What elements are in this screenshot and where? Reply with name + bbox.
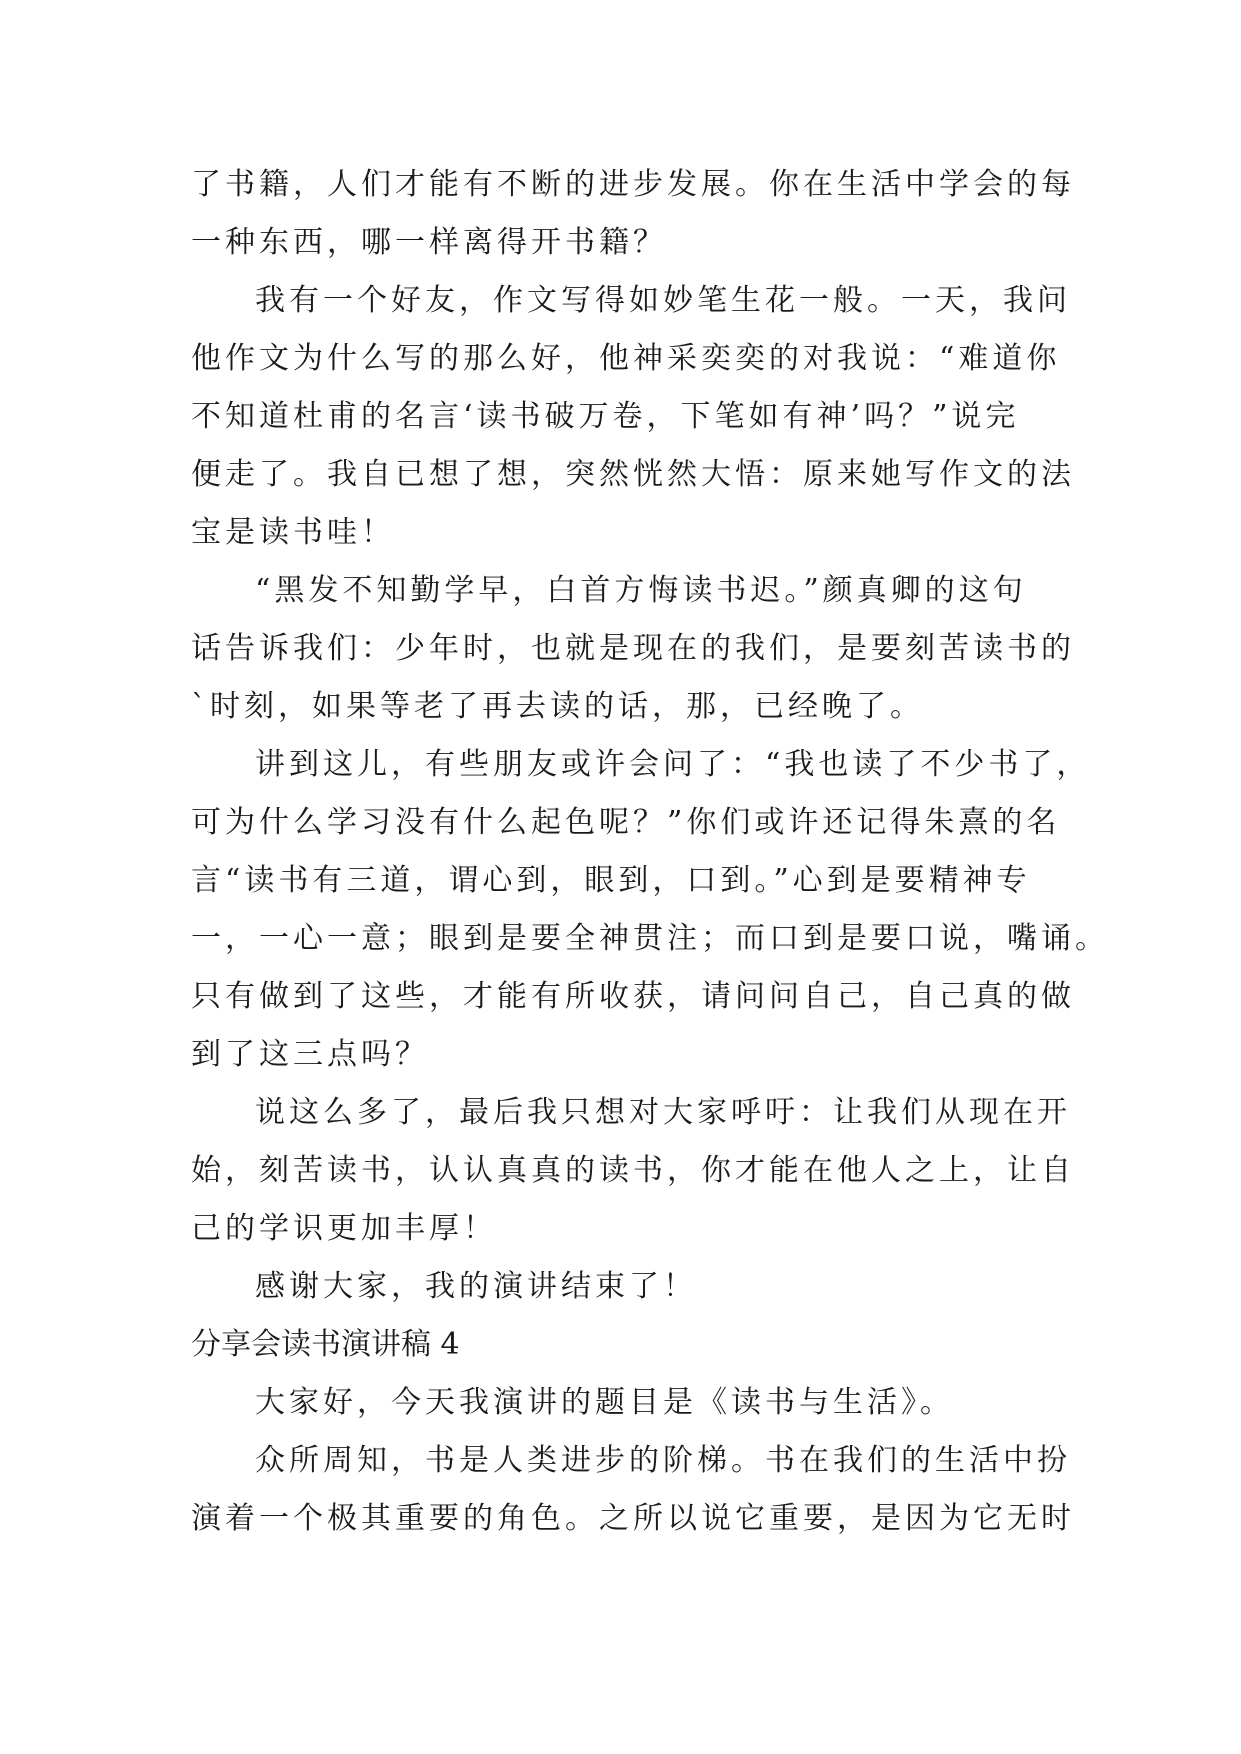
text-line: 言“读书有三道，谓心到，眼到，口到。”心到是要精神专 — [191, 863, 1031, 898]
text-line: 话告诉我们：少年时，也就是现在的我们，是要刻苦读书的 — [191, 631, 1075, 666]
text-line: 他作文为什么写的那么好，他神采奕奕的对我说：“难道你 — [191, 341, 1061, 376]
text-line: 了书籍，人们才能有不断的进步发展。你在生活中学会的每 — [191, 167, 1075, 202]
text-line: 一种东西，哪一样离得开书籍？ — [191, 225, 667, 260]
text-line: 演着一个极其重要的角色。之所以说它重要，是因为它无时 — [191, 1501, 1075, 1536]
text-line: 便走了。我自已想了想，突然恍然大悟：原来她写作文的法 — [191, 457, 1075, 492]
text-line: 只有做到了这些，才能有所收获，请问问自己，自己真的做 — [191, 979, 1075, 1014]
text-line: 始，刻苦读书，认认真真的读书，你才能在他人之上，让自 — [191, 1153, 1075, 1188]
text-line: 感谢大家，我的演讲结束了！ — [255, 1269, 697, 1304]
text-line: 说这么多了，最后我只想对大家呼吁：让我们从现在开 — [255, 1095, 1071, 1130]
text-line: 讲到这儿，有些朋友或许会问了：“我也读了不少书了， — [255, 747, 1091, 782]
document-body — [191, 156, 1109, 1548]
section-heading: 分享会读书演讲稿 4 — [191, 1327, 460, 1362]
text-line: 大家好，今天我演讲的题目是《读书与生活》。 — [255, 1385, 954, 1420]
text-line: 一，一心一意；眼到是要全神贯注；而口到是要口说，嘴诵。 — [191, 921, 1109, 956]
text-line: 己的学识更加丰厚！ — [191, 1211, 497, 1246]
text-line: 到了这三点吗？ — [191, 1037, 429, 1072]
text-line: 不知道杜甫的名言‘读书破万卷，下笔如有神’吗？”说完 — [191, 399, 1020, 434]
text-line: 我有一个好友，作文写得如妙笔生花一般。一天，我问 — [255, 283, 1071, 318]
text-line: “黑发不知勤学早，白首方悔读书迟。”颜真卿的这句 — [255, 573, 1027, 608]
text-line: 众所周知，书是人类进步的阶梯。书在我们的生活中扮 — [255, 1443, 1071, 1478]
text-line: 宝是读书哇！ — [191, 515, 395, 550]
text-line: `时刻，如果等老了再去读的话，那，已经晚了。 — [191, 689, 924, 724]
text-line: 可为什么学习没有什么起色呢？”你们或许还记得朱熹的名 — [191, 805, 1061, 840]
